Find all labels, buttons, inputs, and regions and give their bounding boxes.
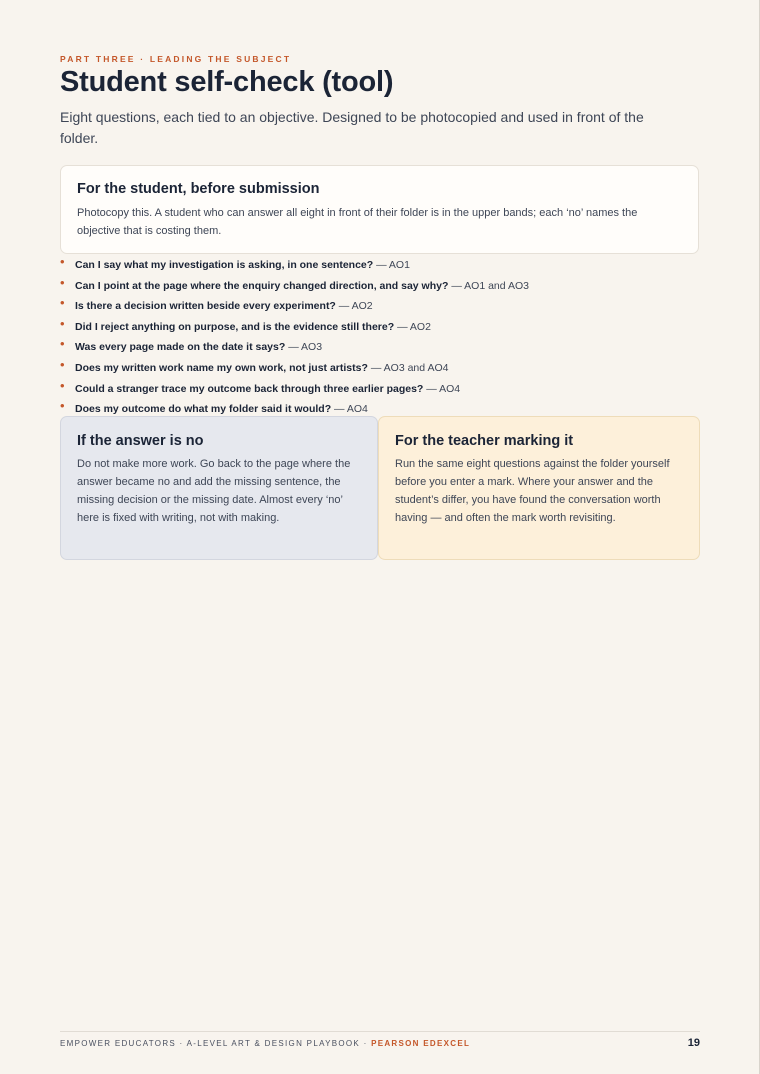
question-objective: — AO2 bbox=[335, 300, 373, 313]
question-list bbox=[60, 255, 700, 420]
if-no-card-body: Do not make more work. Go back to the page where the answer became no and add the missing sentence, the missing decision or the missing date. Almost every ‘no’ here is fixed with writing, not with making. bbox=[77, 458, 351, 524]
question-text: Did I reject anything on purpose, and is the evidence still there? bbox=[75, 320, 395, 333]
section-kicker: PART THREE · LEADING THE SUBJECT bbox=[60, 54, 292, 64]
bullet-icon: • bbox=[60, 274, 65, 290]
footer-brand: PEARSON EDEXCEL bbox=[371, 1039, 471, 1048]
question-text: Could a stranger trace my outcome back through three earlier pages? bbox=[75, 382, 424, 395]
question-text: Was every page made on the date it says? bbox=[75, 341, 286, 354]
question-item bbox=[60, 358, 700, 379]
page-title: Student self-check (tool) bbox=[60, 66, 394, 98]
footer-text bbox=[60, 1039, 470, 1048]
teacher-card bbox=[378, 416, 700, 560]
footer-divider bbox=[60, 1031, 700, 1032]
student-card-body: Photocopy this. A student who can answer all eight in front of their folder is in the upper bands; each ‘no’ names the objective that is costing them. bbox=[77, 207, 638, 237]
bullet-icon: • bbox=[60, 254, 65, 269]
page-number: 19 bbox=[687, 1037, 700, 1049]
footer-series: EMPOWER EDUCATORS · A-LEVEL ART & DESIGN PLAYBOOK · bbox=[60, 1039, 372, 1048]
question-item bbox=[60, 255, 700, 276]
question-objective: — AO4 bbox=[423, 382, 461, 395]
bullet-icon: • bbox=[60, 356, 65, 372]
bullet-icon: • bbox=[60, 295, 65, 311]
if-no-card bbox=[60, 416, 378, 560]
question-objective: — AO3 bbox=[285, 341, 323, 354]
question-objective: — AO1 bbox=[373, 259, 410, 271]
question-text: Is there a decision written beside every experiment? bbox=[75, 300, 336, 313]
question-item bbox=[60, 276, 700, 297]
bullet-icon: • bbox=[60, 336, 65, 352]
question-objective: — AO1 and AO3 bbox=[448, 279, 529, 292]
question-item bbox=[60, 317, 700, 338]
teacher-card-title: For the teacher marking it bbox=[395, 433, 574, 449]
question-item bbox=[60, 379, 700, 400]
if-no-card-title: If the answer is no bbox=[77, 433, 204, 449]
question-objective: — AO3 and AO4 bbox=[367, 361, 449, 374]
bullet-icon: • bbox=[60, 377, 65, 393]
question-text: Can I say what my investigation is asking, in one sentence? bbox=[75, 259, 374, 271]
student-card bbox=[60, 165, 699, 254]
teacher-card-body: Run the same eight questions against the folder yourself before you enter a mark. Where your answer and the student’s differ, you have found the conversation worth having — and often the mark worth revisiting. bbox=[395, 458, 670, 524]
student-card-title: For the student, before submission bbox=[77, 181, 320, 197]
question-text: Can I point at the page where the enquiry changed direction, and say why? bbox=[75, 279, 449, 292]
page-subtitle: Eight questions, each tied to an objective. Designed to be photocopied and used in front of the folder. bbox=[60, 109, 644, 146]
question-text: Does my written work name my own work, not just artists? bbox=[75, 361, 368, 374]
question-item bbox=[60, 337, 700, 358]
question-item bbox=[60, 296, 700, 317]
question-objective: — AO4 bbox=[331, 403, 368, 416]
question-objective: — AO2 bbox=[394, 320, 431, 333]
bullet-icon: • bbox=[60, 315, 65, 331]
bullet-icon: • bbox=[60, 398, 65, 414]
question-text: Does my outcome do what my folder said it would? bbox=[75, 403, 332, 416]
